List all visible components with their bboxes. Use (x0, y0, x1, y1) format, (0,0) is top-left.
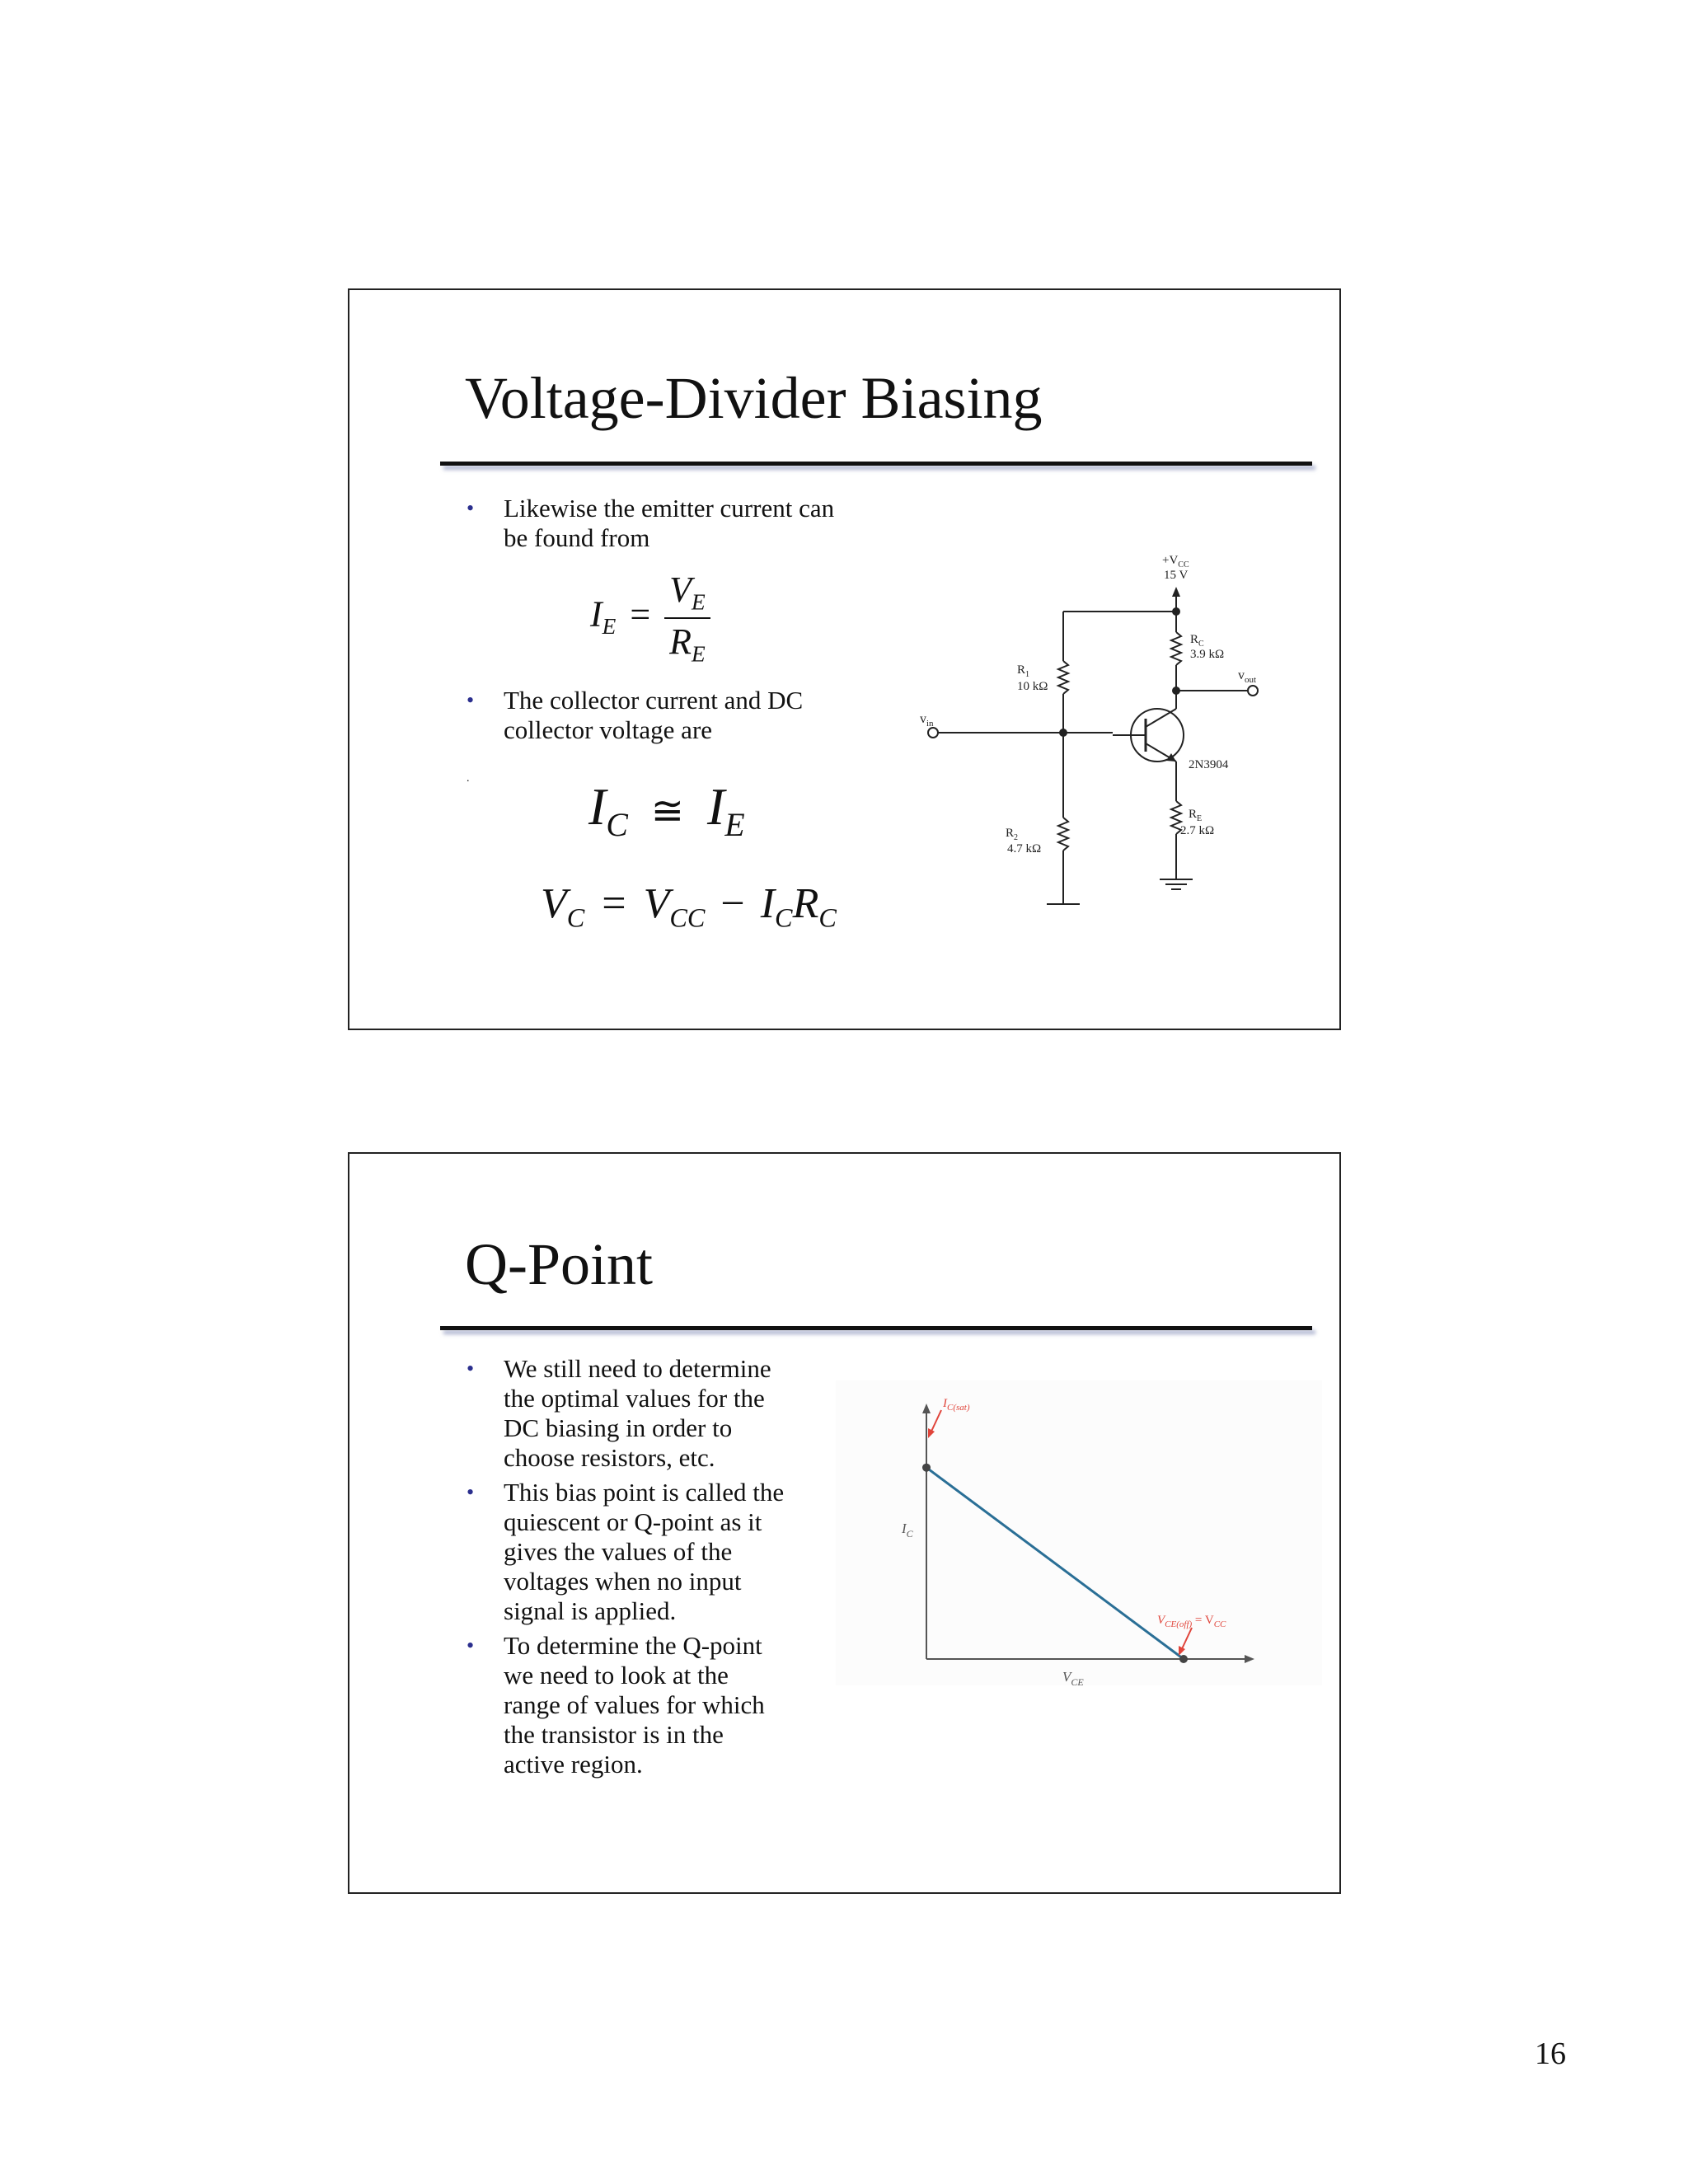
vcc-label: $+V_{CC}$ (1162, 554, 1189, 569)
collector-lead (1146, 709, 1176, 727)
voltage-divider-circuit-diagram (918, 546, 1264, 908)
transistor-label: 2N3904 (1189, 758, 1229, 771)
vcc-arrow-icon (1172, 587, 1180, 597)
re-value: 2.7 kΩ (1180, 824, 1215, 837)
vout-terminal-icon (1248, 686, 1258, 696)
bullet-item: • To determine the Q-point we need to look at the range of values for which the transistor is in the active region. (467, 1631, 765, 1779)
r2-value: 4.7 kΩ (1007, 842, 1042, 855)
re-label: $R_E$ (1189, 808, 1203, 823)
bullet-item: • Likewise the emitter current can be found from (467, 494, 835, 552)
equation-collector-voltage: $V_C = V_{CC} - I_CR_C$ (541, 880, 837, 933)
rc-resistor-icon (1171, 632, 1181, 665)
y-axis-label: $I_C$ (902, 1521, 913, 1540)
ic-sat-label: $I_{C(sat)}$ (943, 1397, 970, 1413)
bullet-item: • This bias point is called the quiescent or Q-point as it gives the values of the voltages when no input signal is applied. (467, 1478, 785, 1625)
vcc-value: 15 V (1164, 569, 1189, 582)
bullet-item: • The collector current and DC collector voltage are (467, 686, 804, 744)
junction-dot (1172, 607, 1180, 616)
equation-collector-current: $I_C$ ≅ $I_E$ (588, 777, 745, 843)
bullet-dot-icon: • (467, 1480, 475, 1504)
slide-q-point (348, 1152, 1341, 1894)
junction-dot (1059, 729, 1067, 737)
bullet-dot-icon: • (467, 688, 475, 712)
vin-terminal-icon (928, 728, 938, 738)
title-underline (440, 462, 1312, 466)
slide-title: Voltage-Divider Biasing (465, 365, 1043, 431)
rc-label: $R_C$ (1190, 633, 1204, 649)
bullet-list (349, 1354, 784, 1779)
vce-off-label: $V_{CE(off)} = V_{CC}$ (1157, 1614, 1226, 1629)
page-number: 16 (1535, 2036, 1566, 2071)
r1-value: 10 kΩ (1017, 680, 1048, 693)
bullet-dot-icon: • (467, 1633, 475, 1657)
rc-value: 3.9 kΩ (1190, 648, 1225, 661)
r1-label: $R_1$ (1017, 663, 1030, 679)
vout-label: $v_{out}$ (1238, 668, 1257, 685)
ground-icon (1160, 879, 1193, 889)
vce-off-point (1179, 1655, 1188, 1663)
slide-voltage-divider-biasing (348, 288, 1341, 1030)
bullet-list (349, 494, 834, 553)
r2-label: $R_2$ (1006, 827, 1019, 842)
title-underline (440, 1326, 1312, 1330)
x-axis-label: $V_{CE}$ (1062, 1669, 1084, 1685)
ic-sat-point (922, 1464, 931, 1472)
r2-resistor-icon (1058, 818, 1068, 851)
slide-title: Q-Point (465, 1231, 654, 1297)
bullet-dot-icon: • (467, 496, 475, 520)
stray-dot: . (467, 772, 470, 785)
junction-dot (1172, 687, 1180, 695)
ground-icon (1047, 904, 1080, 908)
bullet-item: • We still need to determine the optimal values for the DC biasing in order to choose resistors, etc. (467, 1354, 771, 1472)
bullet-list (349, 686, 803, 745)
load-line-chart (836, 1380, 1322, 1685)
equation-emitter-current: $I_E$ = $\frac{V_E}{R_E}$ (590, 569, 710, 667)
bullet-dot-icon: • (467, 1357, 475, 1380)
r1-resistor-icon (1058, 661, 1068, 694)
vin-label: $v_{in}$ (920, 712, 934, 729)
